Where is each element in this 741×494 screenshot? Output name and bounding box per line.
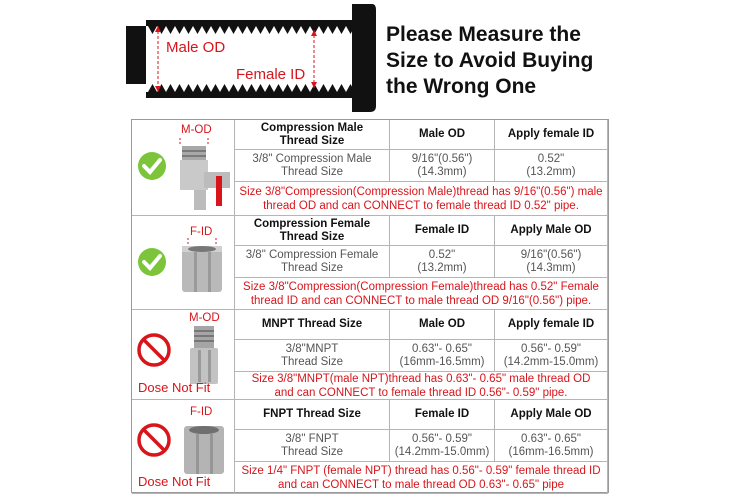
male-npt-fitting-icon (190, 326, 218, 384)
note-text: Size 3/8"Compression(Compression Male)thread has 9/16"(0.56") male thread OD and can CONNECT to female thread ID 0.52" pipe. (239, 185, 603, 212)
value-cell (235, 150, 390, 182)
dimension-label: F-ID (190, 226, 213, 238)
dimension-label: M-OD (189, 312, 220, 324)
fitting-illustration (132, 216, 234, 310)
does-not-fit-label: Dose Not Fit (138, 474, 211, 489)
thread-tooth (283, 26, 292, 34)
value-text: 0.56"- 0.59" (14.2mm-15.0mm) (394, 432, 490, 458)
thread-tooth (220, 26, 229, 34)
thread-tooth (175, 84, 184, 92)
value-text: 0.63"- 0.65" (16mm-16.5mm) (508, 432, 594, 458)
thread-tooth (247, 26, 256, 34)
header-text: Male OD (418, 128, 465, 140)
header-text: Apply female ID (507, 318, 595, 330)
value-cell (390, 246, 495, 278)
header-text: Compression Male Thread Size (260, 121, 364, 147)
header-text: Apply Male OD (510, 224, 592, 236)
value-cell (495, 340, 608, 372)
header-cell (390, 400, 495, 430)
thread-tooth (166, 26, 175, 34)
header-cell (495, 310, 608, 340)
thread-tooth (274, 26, 283, 34)
thread-tooth (301, 84, 310, 92)
thread-tooth (256, 26, 265, 34)
thread-tooth (292, 84, 301, 92)
header-text: Apply female ID (507, 128, 595, 140)
male-od-label: Male OD (166, 39, 226, 56)
header-text: Male OD (418, 318, 465, 330)
dimension-label: M-OD (181, 124, 212, 136)
check-icon (138, 248, 166, 276)
value-text: 3/8"MNPT Thread Size (280, 342, 343, 368)
thread-tooth (238, 84, 247, 92)
thread-tooth (328, 84, 337, 92)
thread-tooth (283, 84, 292, 92)
thread-tooth (328, 26, 337, 34)
thread-tooth (265, 26, 274, 34)
thread-tooth (301, 26, 310, 34)
note-cell (235, 462, 608, 494)
check-icon (138, 152, 166, 180)
product-image-cell (132, 216, 235, 310)
thread-tooth (229, 84, 238, 92)
headline (386, 22, 726, 100)
thread-tooth (274, 84, 283, 92)
thread-tooth (265, 84, 274, 92)
note-cell (235, 372, 608, 400)
thread-tooth (238, 26, 247, 34)
value-text: 0.52" (13.2mm) (417, 248, 467, 274)
value-text: 0.56"- 0.59" (14.2mm-15.0mm) (503, 342, 599, 368)
thread-tooth (247, 84, 256, 92)
thread-tooth (166, 84, 175, 92)
thread-tooth (319, 84, 328, 92)
value-cell (235, 246, 390, 278)
header-cell (495, 400, 608, 430)
value-text: 3/8" Compression Male Thread Size (252, 152, 372, 178)
note-text: Size 3/8"Compression(Compression Female)thread has 0.52" Female thread ID and can CONNECT to male thread OD 9/16"(0.56") pipe. (243, 280, 599, 307)
header-cell (390, 216, 495, 246)
value-text: 0.63"- 0.65" (16mm-16.5mm) (399, 342, 485, 368)
header-text: FNPT Thread Size (263, 408, 361, 420)
thread-tooth (337, 26, 346, 34)
no-icon (139, 335, 169, 365)
value-text: 3/8" FNPT Thread Size (280, 432, 343, 458)
header-text: Female ID (414, 408, 470, 420)
female-id-label: Female ID (236, 66, 306, 83)
thread-tooth (292, 26, 301, 34)
thread-tooth (193, 84, 202, 92)
thread-tooth (211, 84, 220, 92)
header-cell (235, 120, 390, 150)
note-text: Size 1/4" FNPT (female NPT) thread has 0.56"- 0.59" female thread ID and can CONNECT to male thread OD 0.63"- 0.65" pipe (241, 464, 601, 491)
header-cell (390, 120, 495, 150)
value-text: 3/8" Compression Female Thread Size (245, 248, 379, 274)
value-cell (390, 430, 495, 462)
female-npt-fitting-icon (184, 426, 224, 474)
header-cell (235, 310, 390, 340)
thread-tooth (148, 26, 157, 34)
header-cell (495, 216, 608, 246)
note-cell (235, 278, 608, 310)
thread-tooth (319, 26, 328, 34)
value-cell (390, 340, 495, 372)
header-text: Compression Female Thread Size (253, 217, 371, 243)
header-text: Apply Male OD (510, 408, 592, 420)
value-cell (495, 150, 608, 182)
value-cell (390, 150, 495, 182)
thread-tooth (256, 84, 265, 92)
product-image-cell (132, 120, 235, 216)
thread-tooth (184, 84, 193, 92)
value-cell (235, 430, 390, 462)
headline-line-2: Size to Avoid Buying (386, 49, 594, 72)
thread-tooth (211, 26, 220, 34)
value-text: 0.52" (13.2mm) (526, 152, 576, 178)
header-cell (235, 400, 390, 430)
headline-line-1: Please Measure the (386, 23, 581, 46)
header-cell (235, 216, 390, 246)
headline-line-3: the Wrong One (386, 75, 537, 98)
product-image-cell (132, 400, 235, 494)
thread-tooth (220, 84, 229, 92)
thread-tooth (175, 26, 184, 34)
header-text: MNPT Thread Size (261, 318, 363, 330)
dimension-label: F-ID (190, 406, 213, 418)
thread-tooth (148, 84, 157, 92)
value-cell (495, 246, 608, 278)
header-cell (390, 310, 495, 340)
thread-tooth (202, 84, 211, 92)
thread-tooth (229, 26, 238, 34)
product-image-cell (132, 310, 235, 400)
thread-size-table (131, 119, 609, 493)
thread-tooth (337, 84, 346, 92)
hex-coupling-icon (182, 246, 222, 292)
no-icon (139, 425, 169, 455)
header-text: Female ID (414, 224, 470, 236)
value-text: 9/16"(0.56") (14.3mm) (411, 152, 473, 178)
value-cell (495, 430, 608, 462)
thread-tooth (202, 26, 211, 34)
note-cell (235, 182, 608, 216)
thread-diagram (126, 4, 376, 112)
value-text: 9/16"(0.56") (14.3mm) (520, 248, 582, 274)
value-cell (235, 340, 390, 372)
thread-tooth (193, 26, 202, 34)
does-not-fit-label: Dose Not Fit (138, 380, 211, 395)
note-text: Size 3/8"MNPT(male NPT)thread has 0.63"- 0.65" male thread OD and can CONNECT to female thread ID 0.56"- 0.59" pipe. (251, 372, 591, 399)
thread-tooth (184, 26, 193, 34)
header-cell (495, 120, 608, 150)
tee-fitting-icon (180, 146, 230, 210)
